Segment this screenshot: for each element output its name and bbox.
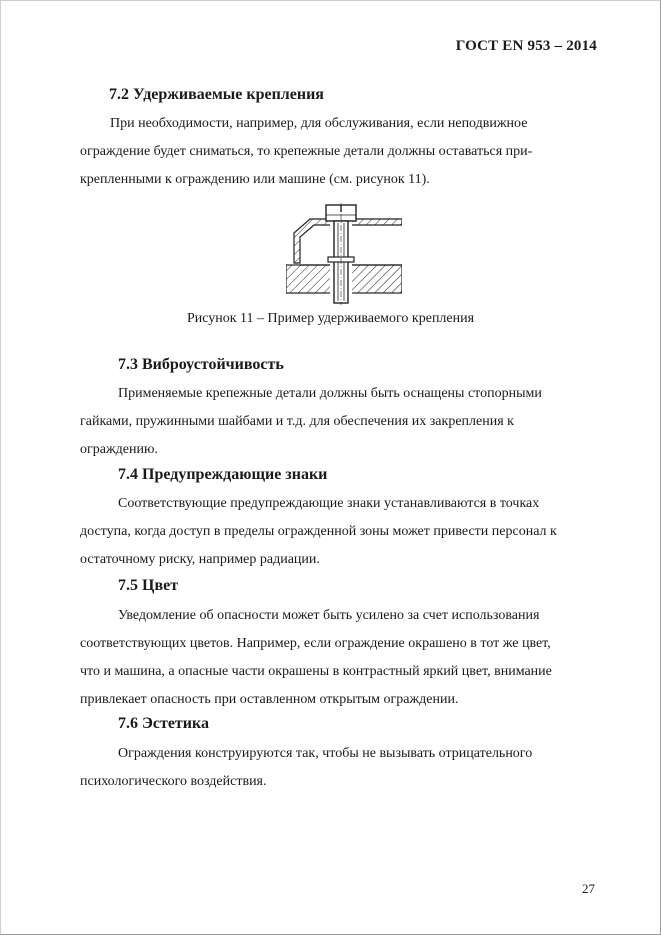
text-line: доступа, когда доступ в пределы огражденной зоны может привести персонал к	[80, 524, 557, 539]
page-number: 27	[582, 881, 595, 896]
section-7-5-text	[80, 602, 590, 714]
section-7-4-heading: 7.4 Предупреждающие знаки	[118, 466, 328, 483]
section-7-2-heading: 7.2 Удерживаемые крепления	[109, 86, 324, 103]
section-7-5-heading: 7.5 Цвет	[118, 577, 179, 594]
text-line: привлекает опасность при оставленном открытым ограждении.	[80, 692, 459, 707]
section-7-3-text	[80, 380, 590, 464]
figure-11-caption: Рисунок 11 – Пример удерживаемого крепления	[186, 311, 475, 326]
text-line: Уведомление об опасности может быть усилено за счет использования	[118, 608, 540, 623]
text-line: крепленными к ограждению или машине (см. рисунок 11).	[80, 172, 430, 187]
text-line: остаточному риску, например радиации.	[80, 552, 320, 567]
captive-fastener-drawing-icon	[286, 203, 402, 305]
text-line: ограждение будет сниматься, то крепежные детали должны оставаться при-	[80, 144, 533, 159]
text-line: Ограждения конструируются так, чтобы не вызывать отрицательного	[118, 746, 533, 761]
text-line: гайками, пружинными шайбами и т.д. для обеспечения их закрепления к	[80, 414, 514, 429]
text-line: Соответствующие предупреждающие знаки устанавливаются в точках	[118, 496, 540, 511]
text-line: психологического воздействия.	[80, 774, 267, 789]
document-code-header: ГОСТ EN 953 – 2014	[455, 38, 597, 54]
text-line: что и машина, а опасные части окрашены в контрастный яркий цвет, внимание	[80, 664, 552, 679]
section-7-4-text	[80, 490, 590, 574]
text-line: соответствующих цветов. Например, если ограждение окрашено в тот же цвет,	[80, 636, 551, 651]
section-7-6-heading: 7.6 Эстетика	[118, 715, 209, 732]
section-7-2-text	[80, 110, 590, 194]
section-7-3-heading: 7.3 Виброустойчивость	[118, 356, 284, 373]
text-line: Применяемые крепежные детали должны быть оснащены стопорными	[118, 386, 542, 401]
section-7-6-text	[80, 740, 590, 796]
text-line: ограждению.	[80, 442, 158, 457]
text-line: При необходимости, например, для обслуживания, если неподвижное	[110, 116, 528, 131]
